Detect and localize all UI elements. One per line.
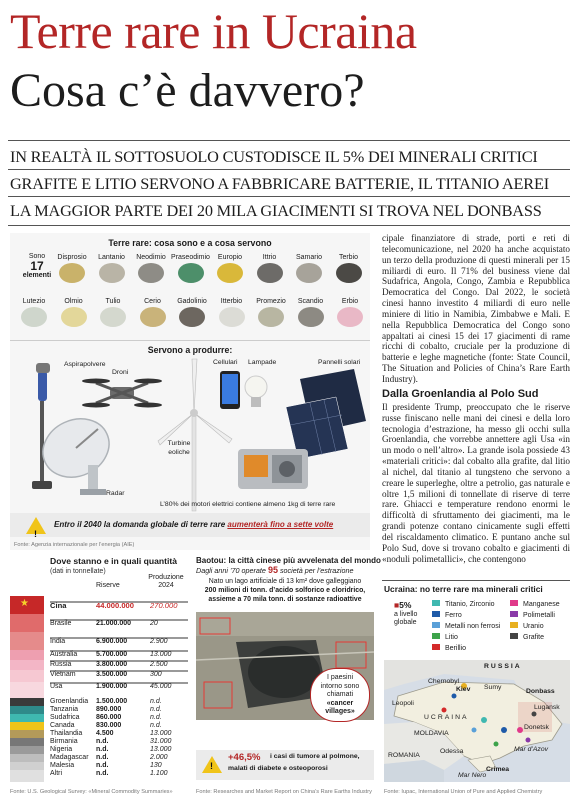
reserves-cell: 3.500.000 (96, 671, 128, 678)
country-cell: Russia (50, 661, 72, 668)
element-name: Erbio (341, 298, 359, 305)
motor-note: L’80% dei motori elettrici contiene almeno 1kg di terre rare (160, 501, 336, 508)
col-production: Produzione 2024 (148, 574, 184, 589)
reserves-cell: 1.900.000 (96, 683, 128, 690)
element-name: Gadolinio (177, 298, 207, 305)
table-row (50, 619, 188, 627)
demand-note-highlight: aumenterà fino a sette volte (227, 520, 334, 529)
label-drones: Droni (112, 369, 129, 376)
mineral-sample-icon (337, 307, 363, 327)
solar-panel-icon (286, 369, 366, 459)
country-strip-india (10, 632, 44, 650)
callout-line: chiamati (326, 691, 354, 699)
element-name: Praseodimio (171, 254, 210, 261)
mineral-sample-icon (298, 307, 324, 327)
element-promezio (251, 297, 291, 327)
legend-item-titanio-zirconio (432, 600, 495, 608)
production-cell: 1.100 (150, 770, 168, 777)
tumor-stat-text: malati di diabete e osteoporosi (228, 765, 328, 772)
map-label-romania: ROMANIA (388, 752, 420, 759)
baotou-source: Fonte: Researches and Market Report on China’s Rare Earths Industry (196, 789, 372, 795)
element-erbio (330, 297, 370, 327)
tumor-stat: +46,5% (228, 752, 261, 763)
country-cell: Sudafrica (50, 714, 80, 721)
figure-source: Fonte: Agenzia internazionale per l’energia (AIE) (14, 542, 135, 548)
ukraine-minerals-panel (384, 582, 570, 662)
subtitle-3: LA MAGGIOR PARTE DEI 20 MILA GIACIMENTI SI TROVA NEL DONBASS (10, 201, 542, 220)
country-strip-nigeria (10, 746, 44, 754)
country-cell: Usa (50, 683, 63, 690)
legend-label: Grafite (523, 634, 545, 641)
legend-label: Titanio, Zirconio (445, 601, 495, 608)
divider (8, 196, 570, 197)
article-subheading: Dalla Groenlandia al Polo Sud (382, 387, 539, 400)
element-terbio (329, 253, 369, 283)
mineral-sample-icon (257, 263, 283, 283)
legend-item-litio (432, 633, 458, 641)
country-strip-usa (10, 682, 44, 698)
label-solar-panels: Pannelli solari (318, 359, 361, 366)
element-name: Disprosio (57, 254, 87, 261)
tumor-stat-box (196, 750, 374, 780)
baotou-companies-count: 95 (267, 565, 278, 575)
divider (8, 169, 570, 170)
country-cell: Thailandia (50, 730, 83, 737)
devices-illustration (10, 353, 370, 513)
subtitle-2: GRAFITE E LITIO SERVONO A FABBRICARE BATTERIE, IL TITANIO AEREI (10, 174, 549, 193)
headline-line-1: Terre rare in Ucraina (10, 3, 417, 59)
elements-count-number: 17 (30, 259, 44, 273)
china-flag-star-icon: ★ (20, 598, 29, 609)
reserves-table (10, 556, 188, 786)
legend-item-berillio (432, 644, 466, 652)
warning-icon: ! (26, 517, 46, 534)
element-name: Scandio (297, 298, 324, 305)
table-row (50, 660, 188, 668)
legend-swatch (510, 600, 518, 606)
mineral-sample-icon (178, 263, 204, 283)
col-reserves: Riserve (96, 582, 120, 589)
label-phones: Cellulari (213, 359, 238, 366)
article-paragraph-1: cipale finanziatore di strade, porti e reti di telecomunicazione, nel 2020 ha anche acquistato un terzo della produzione di questi minerali per 15 miliardi di euro. Il 71% del business viene dal Sudafrica, Angola, Congo, Zambia e Repubblica Democratica del Congo. Dal 2022, le società cinesi hanno investito 4 miliardi di euro nelle miniere di litio in Namibia, Zimbabwe e Mali. E nella Repubblica Democratica del Congo sono appaltati ai cinesi 15 dei 17 giacimenti di rame ricchi di cobalto, cruciale per la produzione di batterie e leghe magnetiche (fonte: State Council, The Situation and Policies of China’s Rare Earth Industry). (382, 233, 570, 384)
ukraine-source: Fonte: Iupac, International Union of Pure and Applied Chemistry (384, 789, 543, 795)
legend-item-uranio (510, 622, 544, 630)
map-label-chernobyl: Chernobyl (428, 678, 459, 685)
production-cell: 20 (150, 620, 158, 627)
baotou-text-line: assieme a 70 mila tonn. di sostanze radioattive (208, 595, 362, 603)
map-label-leopoli: Leopoli (392, 700, 414, 707)
production-cell: 13.000 (150, 746, 172, 753)
legend-label: Berillio (445, 645, 467, 652)
production-cell: 31.000 (150, 738, 172, 745)
element-name: Olmio (64, 298, 83, 305)
element-name: Itterbio (220, 298, 243, 305)
reserves-source: Fonte: U.S. Geological Survey: «Mineral Commodity Summaries» (10, 789, 173, 795)
elements-title: Terre rare: cosa sono e a cosa servono (108, 238, 272, 248)
country-strip-thailandia (10, 730, 44, 738)
country-cell: Nigeria (50, 746, 73, 753)
article-paragraph-2: Il presidente Trump, preoccupato che le riserve russe finiscano nelle mani dei cinesi e della loro tecnologia d’estrazione, ha messo gli occhi sulla Groenlandia, che vorrebbe annettere agli Usa «in un modo o nell’altro». La grande isola possiede 43 «materiali critici»: dal cobalto alla grafite, dal litio al nichel, dal titanio al tungsteno che servono a creare le superleghe, oltre a petrolio, gas naturale e oltre 1,5 milioni di tonnellate di riserve di terre rare. Ghiacci e temperature rendono enormi le difficoltà di sfruttamento dei giacimenti, ma le grandi potenze contano cinicamente sugli effetti del riscaldamento climatico. E puntano anche sul Polo Sud, dove si trovano cobalto e giacimenti di «noduli polimetallici», che contengono (382, 401, 570, 564)
country-strip-birmania (10, 738, 44, 746)
reserves-cell: n.d. (96, 738, 109, 745)
element-name: Samario (295, 254, 323, 261)
map-label-donbass: Donbass (526, 688, 555, 695)
country-cell: Australia (50, 651, 78, 658)
map-label-lugansk: Lugansk (534, 704, 560, 711)
smartphone-icon (220, 371, 240, 409)
table-row (50, 637, 188, 645)
country-strip-sudafrica (10, 714, 44, 722)
drone-icon (82, 379, 162, 408)
divider (8, 225, 570, 226)
country-strip-tanzania (10, 706, 44, 714)
table-row (50, 670, 188, 678)
mineral-sample-icon (179, 307, 205, 327)
legend-swatch (432, 622, 440, 628)
elements-count-prefix: Sono (28, 253, 46, 260)
element-name: Terbio (338, 254, 359, 261)
legend-swatch (432, 611, 440, 617)
legend-swatch (510, 633, 518, 639)
legend-swatch (432, 644, 440, 650)
article-column (382, 233, 570, 564)
headline-line-2: Cosa c’è davvero? (10, 64, 365, 117)
baotou-subtitle-text: società per l’estrazione (277, 566, 354, 575)
country-cell: Cina (50, 601, 67, 610)
subtitle-1: IN REALTÀ IL SOTTOSUOLO CUSTODISCE IL 5% DEI MINERALI CRITICI (10, 147, 538, 166)
mineral-sample-icon (258, 307, 284, 327)
element-name: Cerio (144, 298, 161, 305)
reserves-cell: n.d. (96, 754, 109, 761)
legend-label: Ferro (445, 612, 462, 619)
reserves-cell: 3.800.000 (96, 661, 128, 668)
map-label-donetsk: Donetsk (524, 724, 549, 731)
map-label-moldavia: MOLDAVIA (414, 730, 449, 737)
baotou-text (196, 578, 374, 604)
production-cell: n.d. (150, 714, 162, 721)
map-label-ukraine: UCRAINA (424, 714, 469, 721)
ukraine-share-text (394, 611, 417, 628)
element-name: Tulio (105, 298, 121, 305)
element-praseodimio (171, 253, 211, 283)
production-cell: n.d. (150, 706, 162, 713)
ukraine-share-value: 5% (399, 600, 412, 610)
legend-label: Litio (445, 634, 458, 641)
country-strip-australia (10, 650, 44, 660)
element-samario (289, 253, 329, 283)
baotou-subtitle (196, 565, 374, 575)
reserves-cell: 860.000 (96, 714, 122, 721)
reserves-cell: n.d. (96, 762, 109, 769)
country-cell: Groenlandia (50, 698, 89, 705)
reserves-cell: 44.000.000 (96, 601, 135, 610)
country-cell: Malesia (50, 762, 75, 769)
map-label-azov: Mar d’Azov (514, 746, 548, 753)
label-lamps: Lampade (248, 359, 277, 366)
reserves-cell: n.d. (96, 746, 109, 753)
element-scandio (291, 297, 331, 327)
country-strip-malesia (10, 762, 44, 770)
production-cell: 270.000 (150, 601, 178, 610)
legend-item-manganese (510, 600, 560, 608)
legend-label: Metalli non ferrosi (445, 623, 501, 630)
tumor-stat-text: i casi di tumore al polmone, (270, 753, 360, 760)
rare-earths-infographic (10, 233, 370, 550)
production-cell: n.d. (150, 698, 162, 705)
reserves-cell: 830.000 (96, 722, 122, 729)
country-strip-canada (10, 722, 44, 730)
table-row (50, 650, 188, 658)
country-cell: Birmania (50, 738, 78, 745)
divider (8, 140, 570, 141)
elements-count-suffix: elementi (22, 272, 52, 279)
production-cell: 45.000 (150, 683, 172, 690)
legend-swatch (510, 622, 518, 628)
element-lantanio (92, 253, 132, 283)
baotou-subtitle-text: Dagli anni ’70 operate (196, 566, 268, 575)
element-olmio (54, 297, 94, 327)
mineral-sample-icon (61, 307, 87, 327)
country-strip-vietnam (10, 670, 44, 682)
baotou-title: Baotou: la città cinese più avvelenata del mondo (196, 556, 381, 565)
country-strip-brasile (10, 614, 44, 632)
reserves-cell: 5.700.000 (96, 651, 128, 658)
country-strip-madagascar (10, 754, 44, 762)
mineral-sample-icon (99, 263, 125, 283)
mineral-sample-icon (138, 263, 164, 283)
country-cell: Madagascar (50, 754, 89, 761)
table-row (50, 601, 188, 610)
label-radar: Radar (106, 490, 125, 497)
legend-item-metalli-non-ferrosi (432, 622, 500, 630)
element-disprosio (52, 253, 92, 283)
callout-line: «cancer (326, 699, 354, 707)
element-itterbio (212, 297, 252, 327)
reserves-cell: 4.500 (96, 730, 114, 737)
reserves-unit: (dati in tonnellate) (50, 568, 106, 575)
element-name: Lutezio (22, 298, 46, 305)
ukraine-title: Ucraina: no terre rare ma minerali critici (384, 584, 543, 594)
baotou-text-line: Nato un lago artificiale di 13 km² dove galleggiano (208, 578, 362, 585)
map-label-sumy: Sumy (484, 684, 502, 691)
production-cell: 2.000 (150, 754, 168, 761)
ukraine-share: ■5% (394, 600, 412, 610)
legend-item-ferro (432, 611, 462, 619)
country-strip-groenlandia (10, 698, 44, 706)
country-strip-cina (10, 596, 44, 614)
reserves-cell: n.d. (96, 770, 109, 777)
label-wind-turbines: Turbine eoliche (167, 440, 191, 456)
country-strip-altri (10, 770, 44, 782)
light-bulb-icon (245, 376, 267, 407)
electric-motor-icon (238, 449, 308, 489)
map-label-russia: RUSSIA (484, 663, 522, 670)
legend-item-grafite (510, 633, 544, 641)
share-text-line: a livello (394, 611, 418, 618)
country-cell: Altri (50, 770, 63, 777)
production-cell: 13.000 (150, 651, 172, 658)
mineral-sample-icon (140, 307, 166, 327)
callout-line: villages» (325, 708, 355, 716)
callout-line: I paesini (326, 674, 354, 681)
country-cell: Canada (50, 722, 75, 729)
element-name: Lantanio (98, 254, 125, 261)
divider (10, 340, 370, 341)
reserves-cell: 21.000.000 (96, 620, 132, 627)
legend-label: Uranio (523, 623, 544, 630)
element-gadolinio (172, 297, 212, 327)
country-strip-russia (10, 660, 44, 670)
country-cell: Vietnam (50, 671, 76, 678)
country-cell: Brasile (50, 620, 72, 627)
country-cell: India (50, 638, 66, 645)
cancer-villages-callout (310, 668, 370, 722)
demand-note-text: Entro il 2040 la domanda globale di terre rare (54, 520, 228, 529)
production-cell: 300 (150, 671, 162, 678)
mineral-sample-icon (21, 307, 47, 327)
reserves-cell: 890.000 (96, 706, 122, 713)
baotou-text-line: 200 milioni di tonn. d’acido solforico e cloridrico, (204, 586, 366, 594)
element-europio (210, 253, 250, 283)
reserves-title: Dove stanno e in quali quantità (50, 556, 178, 566)
legend-swatch (432, 600, 440, 606)
warning-icon: ! (202, 756, 222, 773)
reserves-cell: 1.500.000 (96, 698, 128, 705)
uses-title: Servono a produrre: (147, 345, 233, 355)
element-tulio (93, 297, 133, 327)
callout-line: intorno sono (320, 682, 360, 690)
map-label-black-sea: Mar Nero (458, 772, 487, 779)
mineral-sample-icon (59, 263, 85, 283)
production-cell: 2.900 (150, 638, 168, 645)
element-name: Europio (217, 254, 243, 261)
legend-swatch (510, 611, 518, 617)
element-name: Ittrio (262, 254, 277, 261)
production-cell: 130 (150, 762, 162, 769)
legend-label: Polimetalli (523, 612, 555, 619)
country-cell: Tanzania (50, 706, 79, 713)
legend-item-polimetalli (510, 611, 555, 619)
legend-swatch (432, 633, 440, 639)
mineral-sample-icon (219, 307, 245, 327)
map-label-crimea: Crimea (486, 766, 510, 773)
element-cerio (133, 297, 173, 327)
legend-label: Manganese (523, 601, 560, 608)
element-neodimio (131, 253, 171, 283)
element-name: Neodimio (136, 254, 166, 261)
mineral-sample-icon (336, 263, 362, 283)
reserves-cell: 6.900.000 (96, 638, 128, 645)
element-ittrio (250, 253, 290, 283)
production-cell: n.d. (150, 722, 162, 729)
element-lutezio (14, 297, 54, 327)
share-text-line: globale (394, 619, 417, 627)
mineral-sample-icon (100, 307, 126, 327)
mineral-sample-icon (296, 263, 322, 283)
map-label-odessa: Odessa (440, 748, 464, 755)
element-name: Promezio (256, 298, 286, 305)
vacuum-cleaner-icon (32, 363, 52, 489)
baotou-panel (196, 556, 381, 786)
production-cell: 2.500 (150, 661, 168, 668)
demand-note (10, 513, 370, 537)
mineral-sample-icon (217, 263, 243, 283)
ukraine-map-shape (384, 660, 570, 782)
map-label-kiev: Kiev (456, 686, 471, 693)
table-row (50, 682, 188, 690)
production-cell: 13.000 (150, 730, 172, 737)
label-vacuum: Aspirapolvere (64, 361, 106, 368)
ukraine-map (384, 660, 570, 782)
